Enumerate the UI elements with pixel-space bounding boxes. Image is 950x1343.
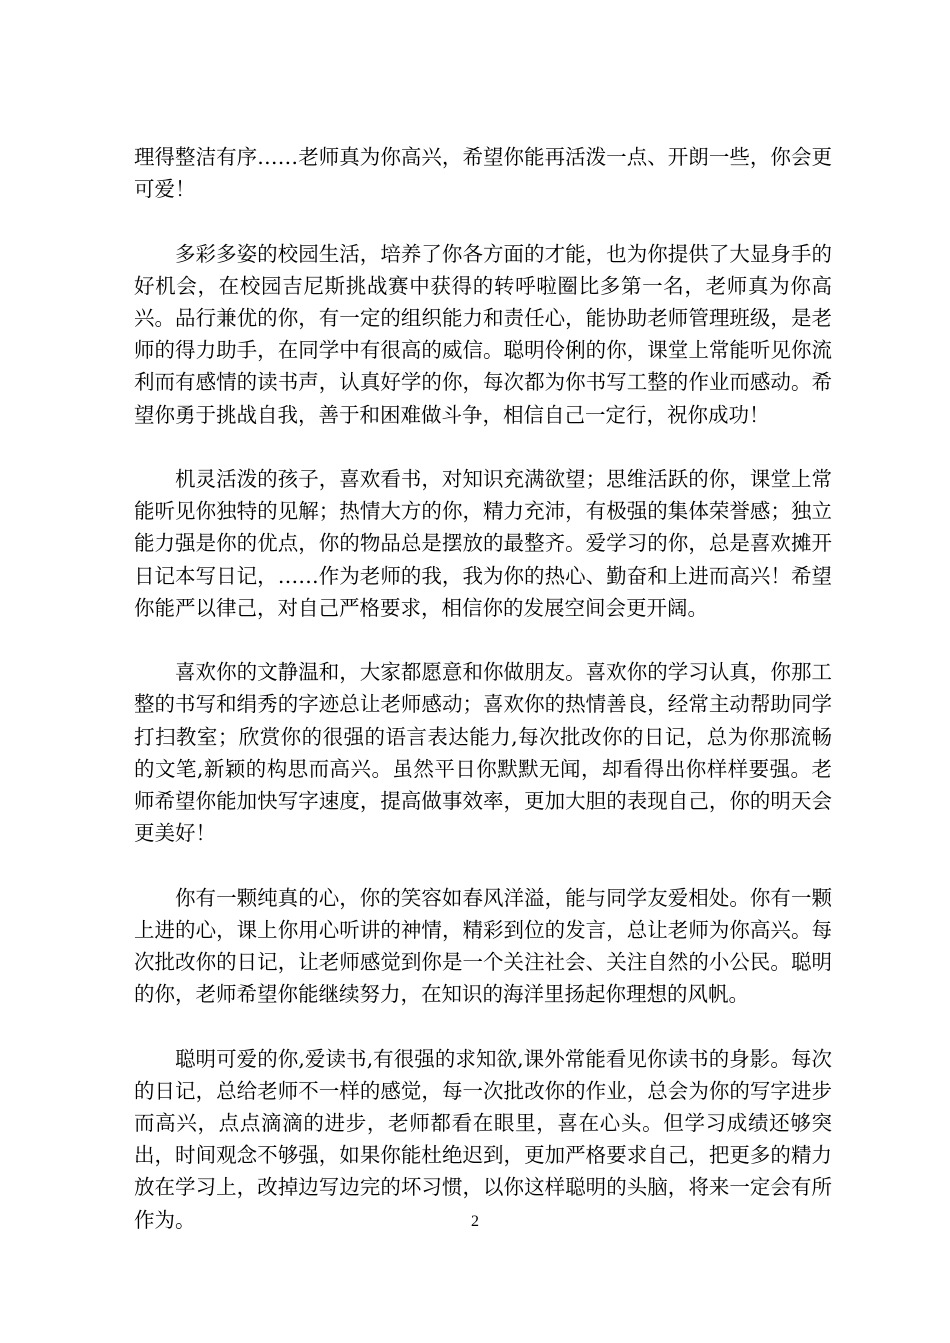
paragraph: 机灵活泼的孩子，喜欢看书，对知识充满欲望；思维活跃的你，课堂上常能听见你独特的见解；热情大方的你，精力充沛，有极强的集体荣誉感；独立能力强是你的优点，你的物品总是摆放的最整齐。爱学习的你，总是喜欢摊开日记本写日记，……作为老师的我，我为你的热心、勤奋和上进而高兴！希望你能严以律己，对自己严格要求，相信你的发展空间会更开阔。	[134, 467, 832, 620]
paragraph-continued: 理得整洁有序……老师真为你高兴，希望你能再活泼一点、开朗一些，你会更可爱！	[134, 145, 832, 202]
page-number: 2	[471, 1213, 479, 1230]
paragraph: 聪明可爱的你,爱读书,有很强的求知欲,课外常能看见你读书的身影。每次的日记，总给老师不一样的感觉，每一次批改你的作业，总会为你的写字进步而高兴，点点滴滴的进步，老师都看在眼里，喜在心头。但学习成绩还够突出，时间观念不够强，如果你能杜绝迟到，更加严格要求自己，把更多的精力放在学习上，改掉边写边完的坏习惯，以你这样聪明的头脑，将来一定会有所作为。	[134, 1046, 832, 1232]
document-body	[134, 141, 832, 1268]
paragraph: 你有一颗纯真的心，你的笑容如春风洋溢，能与同学友爱相处。你有一颗上进的心，课上你用心听讲的神情，精彩到位的发言，总让老师为你高兴。每次批改你的日记，让老师感觉到你是一个关注社会、关注自然的小公民。聪明的你，老师希望你能继续努力，在知识的海洋里扬起你理想的风帆。	[134, 885, 832, 1007]
paragraph: 多彩多姿的校园生活，培养了你各方面的才能，也为你提供了大显身手的好机会，在校园吉尼斯挑战赛中获得的转呼啦圈比多第一名，老师真为你高兴。品行兼优的你，有一定的组织能力和责任心，能协助老师管理班级，是老师的得力助手，在同学中有很高的威信。聪明伶俐的你，课堂上常能听见你流利而有感情的读书声，认真好学的你，每次都为你书写工整的作业而感动。希望你勇于挑战自我，善于和困难做斗争，相信自己一定行，祝你成功！	[134, 241, 832, 427]
paragraph: 喜欢你的文静温和，大家都愿意和你做朋友。喜欢你的学习认真，你那工整的书写和绢秀的字迹总让老师感动；喜欢你的热情善良，经常主动帮助同学打扫教室；欣赏你的很强的语言表达能力,每次批改你的日记，总为你那流畅的文笔,新颖的构思而高兴。虽然平日你默默无闻，却看得出你样样要强。老师希望你能加快写字速度，提高做事效率，更加大胆的表现自己，你的明天会更美好！	[134, 660, 832, 846]
